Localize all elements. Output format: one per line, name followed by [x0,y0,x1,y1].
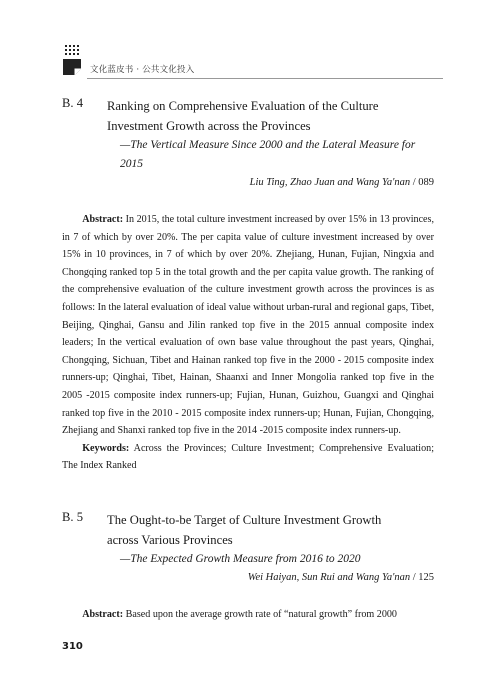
entry-authors [62,570,434,586]
keywords-text: Across the Provinces; Culture Investment; Comprehensive Evaluation; The Index Ranked [62,442,434,472]
author-names: Liu Ting, Zhao Juan and Wang Ya'nan [249,177,411,188]
entry-title: Ranking on Comprehensive Evaluation of the Culture Investment Growth across the Provinces [107,99,379,133]
running-header [60,40,440,84]
keywords-label: Keywords: [82,442,130,454]
entry-authors [62,175,434,191]
abstract-label: Abstract: [82,214,124,225]
separator: / [410,572,419,583]
entry-subtitle: —The Expected Growth Measure from 2016 to 2020 [120,553,361,565]
entry-number: B. 5 [62,510,83,524]
separator: / [410,177,419,188]
author-names: Wei Haiyan, Sun Rui and Wang Ya'nan [247,572,411,583]
abstract-text: Based upon the average growth rate of “natural growth” from 2000 [123,609,397,620]
entry-abstract [62,211,434,440]
page-number: 310 [62,641,83,652]
entry-keywords [62,440,434,475]
abstract-text: In 2015, the total culture investment increased by over 15% in 13 provinces, in 7 of which by over 20%. The per capita value of culture investment increased by over 15% in 10 provinces, in 7 of which by over 20%. Zhejiang, Hunan, Fujian, Ningxia and Chongqing ranked top 5 in the total growth and the per capita value growth. The ranking of the comprehensive evaluation of the culture investment growth across the provinces is as follows: In the lateral evaluation of ideal value without urban-rural and regional gaps, Tibet, Beijing, Qinghai, Gansu and Jilin ranked top five in the 2015 annual composite index leaders; In the vertical evaluation of own base value throughout the past years, Qinghai, Chongqing, Sichuan, Tibet and Hainan ranked top five in the 2000 - 2015 composite index runners-up; Qinghai, Tibet, Hainan, Shaanxi and Inner Mongolia ranked top five in the 2005 -2015 composite index runners-up; Fujian, Hunan, Guizhou, Guangxi and Qinghai ranked top five in the 2010 - 2015 composite index runners-up; Hunan, Fujian, Chongqing, Zhejiang and Shanxi ranked top five in the 2014 -2015 composite index runners-up. [62,214,434,437]
entry-number: B. 4 [62,96,83,110]
header-rule [87,78,443,79]
book-logo-icon [62,44,84,78]
entry-title: The Ought-to-be Target of Culture Investment Growth across Various Provinces [107,513,382,547]
abstract-label: Abstract: [82,609,124,620]
entry-abstract [62,606,434,624]
toc-entry [62,510,434,624]
entry-page: 125 [418,572,434,583]
toc-entry [62,96,434,475]
series-title: 文化蓝皮书 · 公共文化投入 [90,65,195,75]
entry-subtitle: —The Vertical Measure Since 2000 and the Lateral Measure for 2015 [120,139,416,170]
entry-page: 089 [418,177,434,188]
